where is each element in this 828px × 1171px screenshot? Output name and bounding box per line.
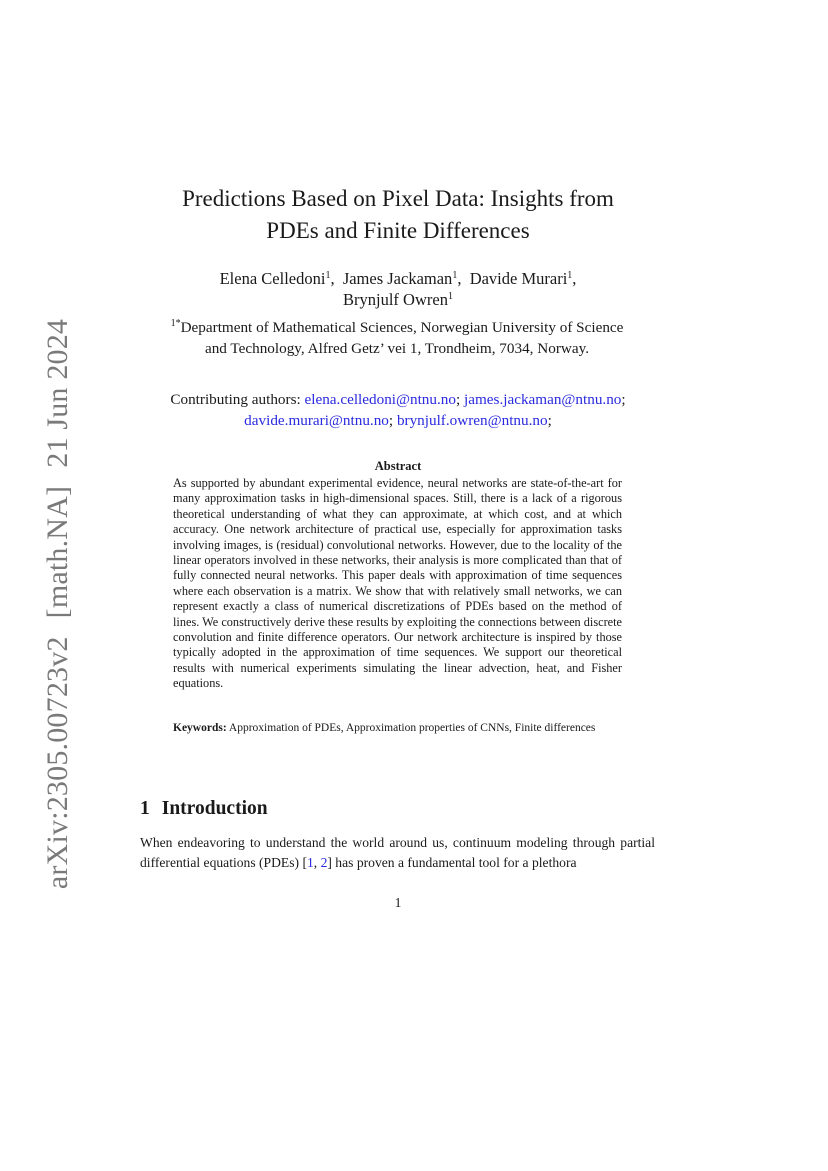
title-line-1: Predictions Based on Pixel Data: Insights from [182,186,614,211]
citation-link[interactable]: 1 [306,855,314,870]
contributing-line-1: Contributing authors: elena.celledoni@ntnu.no; james.jackaman@ntnu.no; [170,391,626,408]
section-number: 1 [140,798,150,819]
keywords [173,721,622,736]
email-link[interactable]: elena.celledoni@ntnu.no [304,391,456,408]
author-line-2 [0,289,796,310]
contributing-authors [140,389,656,431]
affiliation-marker: 1* [170,318,181,329]
author-name: Elena Celledoni [219,269,326,288]
contributing-line-2: davide.murari@ntnu.no; brynjulf.owren@ntnu.no; [244,412,552,429]
author-name: Davide Murari [469,269,568,288]
author-name: Brynjulf Owren [343,290,448,309]
title-line-2: PDEs and Finite Differences [266,218,530,243]
abstract-heading: Abstract [374,459,422,473]
section-heading [140,798,268,820]
author-affiliation-marker: 1 [325,270,331,281]
contributing-label: Contributing authors: [170,391,301,408]
arxiv-category: [math.NA] [41,485,74,619]
email-link[interactable]: davide.murari@ntnu.no [244,412,389,429]
keywords-label: Keywords: [173,722,227,734]
arxiv-id: arXiv:2305.00723v2 [41,636,74,890]
citation-separator: , [313,855,321,870]
abstract-text: As supported by abundant experimental evidence, neural networks are state-of-the-art for many approximation tasks in high-dimensional spaces. Still, there is a lack of a rigorous theoretical understanding of what they can approximate, at which cost, and at which accuracy. One network architecture of practical use, especially for approximation tasks involving images, is (residual) convolutional networks. However, due to the locality of the linear operators involved in these networks, their analysis is more complicated than that of fully connected neural networks. This paper deals with approximation of time sequences where each observation is a matrix. We show that with relatively small networks, we can represent exactly a class of numerical discretizations of PDEs based on the method of lines. We constructively derive these results by exploiting the connections between discrete convolution and finite difference operators. Our network architecture is inspired by those typically adopted in the approximation of time sequences. We support our theoretical results with numerical experiments simulating the linear advection, heat, and Fisher equations. [173,476,622,691]
author-name: James Jackaman [342,269,453,288]
email-link[interactable]: brynjulf.owren@ntnu.no [396,412,548,429]
intro-paragraph [140,833,655,873]
arxiv-identifier-stamp [41,319,75,889]
affiliation [150,317,644,359]
affiliation-line-2: and Technology, Alfred Getz’ vei 1, Trondheim, 7034, Norway. [204,340,590,357]
paper-title [0,183,796,247]
author-list [0,268,796,310]
affiliation-line-1 [150,317,644,338]
intro-text-end: ] has proven a fundamental tool for a plethora [327,855,577,870]
affiliation-text-1: Department of Mathematical Sciences, Norwegian University of Science [180,319,624,336]
page-number: 1 [394,895,402,910]
author-line-1: Elena Celledoni$^1$, James Jackaman$^1$, Davide Murari$^1$, [219,269,577,288]
author-affiliation-marker: 1 [447,291,453,302]
citation-link[interactable]: 2 [320,855,328,870]
email-link[interactable]: james.jackaman@ntnu.no [464,391,622,408]
author-affiliation-marker: 1 [452,270,458,281]
section-title: Introduction [161,798,268,819]
intro-text-start: When endeavoring to understand the world around us, continuum modeling through partial differential equations (PDEs) [ [140,835,655,870]
author-affiliation-marker: 1 [567,270,573,281]
keywords-text: Approximation of PDEs, Approximation properties of CNNs, Finite differences [228,722,596,734]
arxiv-date: 21 Jun 2024 [41,318,74,468]
